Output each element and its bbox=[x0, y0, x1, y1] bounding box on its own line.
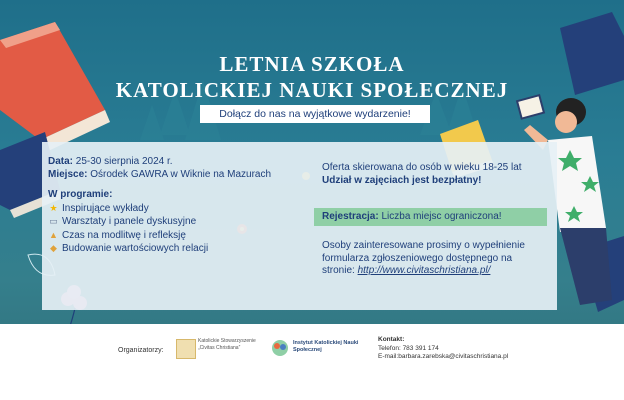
org2-name: Instytut Katolickiej Nauki Społecznej bbox=[293, 340, 359, 353]
offer-block bbox=[322, 162, 547, 187]
praying-hands-icon: ▲ bbox=[49, 229, 58, 240]
org1-name: Katolickie Stowarzyszenie „Civitas Christiana” bbox=[198, 338, 256, 351]
handshake-icon: ◆ bbox=[50, 243, 57, 253]
free-participation-text: Udział w zajęciach jest bezpłatny! bbox=[322, 174, 482, 186]
place-value: Ośrodek GAWRA w Wiknie na Mazurach bbox=[87, 168, 272, 180]
program-heading: W programie: bbox=[48, 189, 113, 200]
contact-email: E-mail:barbara.zarebska@civitaschristiana.pl bbox=[378, 353, 509, 360]
date-label: Data: bbox=[48, 156, 74, 167]
program-item: ▲ Czas na modlitwę i refleksję bbox=[49, 229, 186, 241]
invite-banner: Dołącz do nas na wyjątkowe wydarzenie! bbox=[200, 105, 430, 123]
star-icon: ★ bbox=[49, 202, 58, 213]
program-item: ◆ Budowanie wartościowych relacji bbox=[48, 242, 308, 256]
book-icon: ▭ bbox=[49, 216, 58, 226]
date-value: 25-30 sierpnia 2024 r. bbox=[73, 156, 173, 167]
date-row bbox=[48, 156, 308, 169]
website-link[interactable]: http://www.civitaschristiana.pl/ bbox=[357, 265, 491, 276]
program-item: ▭ Warsztaty i panele dyskusyjne bbox=[49, 216, 197, 227]
program-item: ★ Inspirujące wykłady bbox=[49, 202, 149, 214]
contact-phone: Telefon: 783 391 174 bbox=[378, 344, 439, 352]
registration-bar bbox=[314, 208, 547, 226]
bottom-strip bbox=[0, 376, 624, 400]
institute-logo bbox=[270, 339, 290, 357]
civitas-christiana-logo bbox=[176, 339, 196, 359]
title-line-1: LETNIA SZKOŁA bbox=[219, 52, 405, 76]
apply-block bbox=[322, 240, 547, 278]
offer-text: Oferta skierowana do osób w wieku 18-25 lat bbox=[322, 162, 522, 173]
contact-block bbox=[378, 336, 508, 362]
place-label: Miejsce: bbox=[48, 168, 88, 180]
organizers-label: Organizatorzy: bbox=[118, 347, 164, 354]
place-row bbox=[48, 169, 308, 182]
contact-heading: Kontakt: bbox=[378, 336, 405, 343]
registration-label: Rejestracja: bbox=[322, 211, 379, 222]
apply-text: Osoby zainteresowane prosimy o wypełnienie formularza zgłoszeniowego dostępnego na stronie: bbox=[322, 240, 525, 276]
registration-text: Liczba miejsc ograniczona! bbox=[378, 211, 502, 222]
title-line-2: KATOLICKIEJ NAUKI SPOŁECZNEJ bbox=[115, 78, 509, 102]
left-column bbox=[48, 156, 308, 256]
